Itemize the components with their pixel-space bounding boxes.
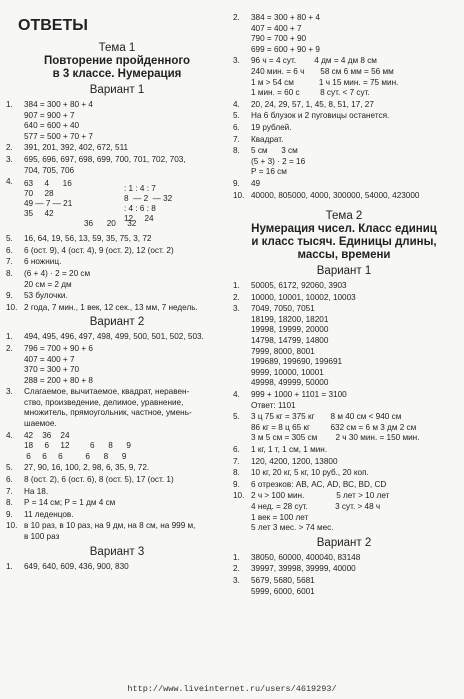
item-answer: 39997, 39998, 39999, 40000	[251, 564, 356, 574]
item-number: 5.	[6, 463, 13, 473]
item-number: 8.	[6, 268, 13, 278]
item-answer: 494, 495, 496, 497, 498, 499, 500, 501, 502, 503.	[24, 332, 204, 342]
list-item	[233, 123, 455, 134]
item-number: 5.	[6, 234, 13, 244]
star-right-1: : 1 : 4 : 7	[124, 184, 156, 194]
star-upper: 70 28	[24, 189, 54, 199]
star-right-4: 12 24	[124, 214, 154, 224]
item-answer: (6 + 4) · 2 = 20 см 20 см = 2 дм	[24, 268, 91, 289]
item-number: 9.	[233, 479, 240, 489]
item-number: 10.	[233, 190, 245, 200]
item-answer: 20, 24, 29, 57, 1, 45, 8, 51, 17, 27	[251, 99, 374, 109]
star-top: 63 4 16	[24, 179, 72, 189]
item-number: 3.	[233, 575, 240, 585]
item-answer: На 18.	[24, 486, 49, 496]
item-answer: 6 отрезков: АВ, АС, АD, ВС, ВD, СD	[251, 479, 387, 489]
item-answer: 391, 201, 392, 402, 672, 511	[24, 143, 129, 153]
item-number: 1.	[6, 561, 13, 571]
item-answer: 384 = 300 + 80 + 4 407 = 400 + 7 790 = 700 + 90 699 = 600 + 90 + 9	[251, 13, 320, 54]
item-answer: 49	[251, 178, 261, 188]
item-number: 1.	[233, 281, 240, 291]
item-answer: 10 кг, 20 кг, 5 кг, 10 руб., 20 коп.	[251, 468, 369, 478]
list-item	[233, 564, 455, 575]
item-answer: 53 булочки.	[24, 291, 68, 301]
list-item	[6, 257, 228, 268]
item-number: 3.	[6, 387, 13, 397]
left-v1b-list	[6, 234, 228, 313]
item-number: 8.	[6, 498, 13, 508]
list-item	[6, 143, 228, 154]
star-lower: 35 42	[24, 209, 54, 219]
item-number: 9.	[233, 178, 240, 188]
right-r2-list	[233, 281, 455, 534]
item-answer: 19 рублей.	[251, 122, 292, 132]
item-answer: 10000, 10001, 10002, 10003	[251, 292, 356, 302]
item-number: 6.	[6, 475, 13, 485]
list-item	[6, 332, 228, 343]
item-number: 4.	[6, 177, 13, 187]
tema-2-variant-1-heading: Вариант 1	[316, 265, 372, 278]
item-number: 4.	[233, 390, 240, 400]
list-item	[6, 246, 228, 257]
list-item	[6, 562, 228, 573]
list-item	[233, 457, 455, 468]
item-answer: 120, 4200, 1200, 13800	[251, 456, 338, 466]
item-answer: Квадрат.	[251, 134, 284, 144]
tema-2-variant-2-heading: Вариант 2	[316, 536, 372, 549]
list-item	[233, 480, 455, 491]
list-item	[6, 155, 228, 176]
list-item	[233, 491, 455, 533]
item-number: 6.	[233, 122, 240, 132]
item-number: 2.	[233, 564, 240, 574]
item-number: 5.	[233, 111, 240, 121]
list-item	[233, 553, 455, 564]
left-v3-list	[6, 562, 228, 573]
item-number: 8.	[233, 468, 240, 478]
exercise-4-star	[6, 177, 228, 233]
list-item	[6, 498, 228, 509]
list-item	[233, 146, 455, 178]
item-answer: 2 ч > 100 мин. 5 лет > 10 лет 4 нед. = 28 сут. 3 сут. > 48 ч 1 век = 100 лет 5 лет 3 мес. > 74 мес.	[251, 491, 390, 533]
item-answer: 8 (ост. 2), 6 (ост. 6), 8 (ост. 5), 17 (ост. 1)	[24, 475, 174, 485]
item-answer: 16, 64, 19, 56, 13, 59, 35, 75, 3, 72	[24, 234, 152, 244]
item-number: 6.	[6, 245, 13, 255]
list-item	[6, 521, 228, 542]
tema-1-label: Тема 1	[98, 42, 136, 54]
item-answer: 796 = 700 + 90 + 6 407 = 400 + 7 370 = 300 + 70 288 = 200 + 80 + 8	[24, 343, 93, 385]
right-column	[233, 12, 455, 598]
item-answer: 5679, 5680, 5681 5999, 6000, 6001	[251, 575, 315, 596]
item-answer: 695, 696, 697, 698, 699, 700, 701, 702, 703, 704, 705, 706	[24, 154, 186, 175]
item-number: 1.	[6, 332, 13, 342]
item-answer: 50005, 6172, 92060, 3903	[251, 281, 347, 291]
variant-1-heading: Вариант 1	[89, 84, 145, 96]
star-middle: 49 — 7 — 21	[24, 199, 73, 209]
list-item	[233, 100, 455, 111]
left-v1-list	[6, 100, 228, 176]
item-answer: Слагаемое, вычитаемое, квадрат, неравен- ство, произведение, делимое, уравнение, множитель, прямоугольник, частное, умень- шаемое.	[24, 387, 192, 429]
list-item	[233, 135, 455, 146]
item-answer: 27, 90, 16, 100, 2, 98, 6, 35, 9, 72.	[24, 463, 150, 473]
item-number: 2.	[233, 13, 240, 22]
list-item	[233, 412, 455, 444]
list-item	[6, 291, 228, 302]
list-item	[233, 13, 455, 55]
item-number: 1.	[6, 100, 13, 109]
item-number: 8.	[233, 146, 240, 156]
tema-1-title: Повторение пройденного в 3 классе. Нумерация	[43, 55, 191, 80]
left-column	[6, 12, 228, 573]
list-item	[233, 445, 455, 456]
item-number: 6.	[233, 445, 240, 454]
item-number: 2.	[6, 143, 13, 153]
item-number: 7.	[233, 134, 240, 144]
item-answer: в 10 раз, в 10 раз, на 9 дм, на 8 см, на 999 м, в 100 раз	[24, 521, 196, 541]
item-answer: 999 + 1000 + 1101 = 3100 Ответ: 1101	[251, 390, 347, 410]
item-answer: 6 (ост. 9), 4 (ост. 4), 9 (ост. 2), 12 (ост. 2)	[24, 245, 174, 255]
item-number: 3.	[233, 56, 240, 66]
item-number: 10.	[6, 302, 18, 312]
star-right-2: 8 — 2 — 32	[124, 194, 173, 204]
item-number: 4.	[233, 99, 240, 109]
tema-2-title: Нумерация чисел. Класс единиц и класс тысяч. Единицы длины, массы, времени	[251, 223, 437, 262]
item-answer: 96 ч = 4 сут. 4 дм = 4 дм 8 см 240 мин. = 6 ч 58 см 6 мм = 56 мм 1 м > 54 см 1 ч 15 мин. = 75 мин. 1 мин. = 60 с 8 сут. < 7 сут.	[251, 56, 399, 98]
item-number: 9.	[6, 291, 13, 301]
list-item	[233, 281, 455, 292]
item-answer: 1 кг, 1 т, 1 см, 1 мин.	[251, 445, 328, 454]
list-item	[6, 344, 228, 386]
item-answer: 649, 640, 609, 436, 900, 830	[24, 561, 129, 571]
variant-2-heading: Вариант 2	[89, 316, 145, 329]
item-answer: 5 см 3 см (5 + 3) · 2 = 16 Р = 16 см	[251, 146, 306, 177]
item-number: 7.	[233, 456, 240, 466]
item-number: 7.	[6, 486, 13, 496]
list-item	[233, 468, 455, 479]
item-number: 3.	[6, 154, 13, 164]
list-item	[6, 463, 228, 474]
item-number: 10.	[6, 521, 18, 531]
list-item	[233, 390, 455, 411]
right-r1-list	[233, 13, 455, 201]
tema-2-label: Тема 2	[325, 210, 363, 223]
item-number: 4.	[6, 430, 13, 440]
list-item	[6, 510, 228, 521]
list-item	[233, 191, 455, 202]
list-item	[6, 303, 228, 314]
list-item	[6, 475, 228, 486]
list-item	[233, 111, 455, 122]
item-answer: 11 леденцов.	[24, 509, 74, 519]
item-answer: 2 года, 7 мин., 1 век, 12 сек., 13 мм, 7 недель.	[24, 302, 198, 312]
source-url: http://www.liveinternet.ru/users/4619293/	[127, 684, 337, 695]
item-number: 1.	[233, 552, 240, 562]
list-item	[233, 56, 455, 98]
list-item	[6, 387, 228, 429]
list-item	[233, 179, 455, 190]
star-right-3: : 4 : 6 : 8	[124, 204, 156, 214]
item-answer: 6 ножниц.	[24, 257, 62, 267]
item-answer: 42 36 24 18 6 12 6 8 9 6 6 6 6 8 9	[24, 430, 131, 461]
item-answer: 3 ц 75 кг = 375 кг 8 м 40 см < 940 см 86 кг = 8 ц 65 кг 632 см = 6 м 3 дм 2 см 3 м 5 см = 305 см 2 ч 30 мин. = 150 мин.	[251, 412, 420, 443]
item-answer: Р = 14 см; Р = 1 дм 4 см	[24, 498, 116, 508]
left-v2-list	[6, 332, 228, 542]
list-item	[6, 487, 228, 498]
list-item	[6, 100, 228, 142]
item-number: 10.	[233, 491, 245, 501]
list-item	[6, 269, 228, 290]
answers-header: ОТВЕТЫ	[18, 17, 88, 34]
item-number: 7.	[6, 257, 13, 267]
list-item	[6, 234, 228, 245]
item-number: 5.	[233, 412, 240, 422]
list-item	[233, 293, 455, 304]
star-bottom: 36 20 32	[84, 219, 137, 229]
item-answer: На 6 блузок и 2 пуговицы останется.	[251, 111, 390, 121]
item-number: 3.	[233, 304, 240, 314]
list-item	[233, 304, 455, 389]
item-answer: 40000, 805000, 4000, 300000, 54000, 423000	[251, 190, 420, 200]
item-number: 2.	[233, 292, 240, 302]
item-number: 2.	[6, 343, 13, 353]
item-answer: 384 = 300 + 80 + 4 907 = 900 + 7 640 = 600 + 40 577 = 500 + 70 + 7	[24, 100, 93, 141]
right-r3-list	[233, 553, 455, 597]
list-item	[233, 576, 455, 597]
list-item	[6, 431, 228, 463]
item-number: 9.	[6, 509, 13, 519]
item-answer: 38050, 60000, 400040, 83148	[251, 552, 361, 562]
variant-3-heading: Вариант 3	[89, 545, 145, 558]
item-answer: 7049, 7050, 7051 18199, 18200, 18201 19998, 19999, 20000 14798, 14799, 14800 7999, 8000, 8001 199689, 199690, 199691 9999, 10000, 10001 49998, 49999, 50000	[251, 304, 343, 388]
